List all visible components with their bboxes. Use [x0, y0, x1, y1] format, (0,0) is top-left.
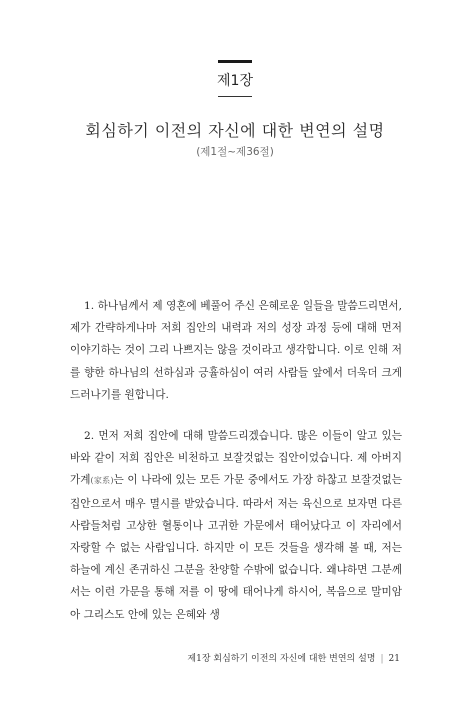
chapter-title: 회심하기 이전의 자신에 대한 변연의 설명 — [85, 121, 385, 140]
page-number: 21 — [388, 654, 400, 664]
chapter-top-bar — [218, 60, 252, 63]
chapter-divider — [218, 96, 252, 97]
hanja-annotation: (家系) — [90, 476, 114, 486]
page-footer — [187, 651, 400, 664]
body-text — [70, 295, 402, 626]
running-head: 제1장 회심하기 이전의 자신에 대한 변연의 설명 — [187, 654, 376, 664]
paragraph-2-part-a: 2. 먼저 저희 집안에 대해 말씀드리겠습니다. 많은 이들이 알고 있는 바와 같이 저희 집안은 비천하고 보잘것없는 집안이었습니다. 제 아버지 가계 — [70, 430, 402, 487]
paragraph-2-part-b: 는 이 나라에 있는 모든 가문 중에서도 가장 하찮고 보잘것없는 집안으로서 매우 멸시를 받았습니다. 따라서 저는 육신으로 보자면 다른 사람들처럼 고상한 혈통이나 고귀한 가문에서 태어났다고 이 자리에서 자랑할 수 없는 사람입니다. 하지만 이 모든 것들을 생각해 볼 때, 저는 하늘에 계신 존귀하신 그분을 찬양할 수밖에 없습니다. 왜냐하면 그분께서는 이런 가문을 통해 저를 이 땅에 태어나게 하시어, 복음으로 말미암아 그리스도 안에 있는 은혜와 생 — [70, 474, 402, 621]
paragraph-1: 1. 하나님께서 제 영혼에 베풀어 주신 은혜로운 일들을 말씀드리면서, 제가 간략하게나마 저희 집안의 내력과 저의 성장 과정 등에 대해 먼저 이야기하는 것이 그리 나쁘지는 않을 것이라고 생각합니다. 이로 인해 저를 향한 하나님의 선하심과 긍휼하심이 여러 사람들 앞에서 더욱더 크게 드러나기를 원합니다. — [70, 300, 402, 401]
paragraph-2 — [70, 425, 402, 626]
chapter-label: 제1장 — [217, 73, 253, 89]
chapter-subtitle: (제1절~제36절) — [196, 146, 274, 158]
footer-separator: | — [380, 654, 384, 664]
